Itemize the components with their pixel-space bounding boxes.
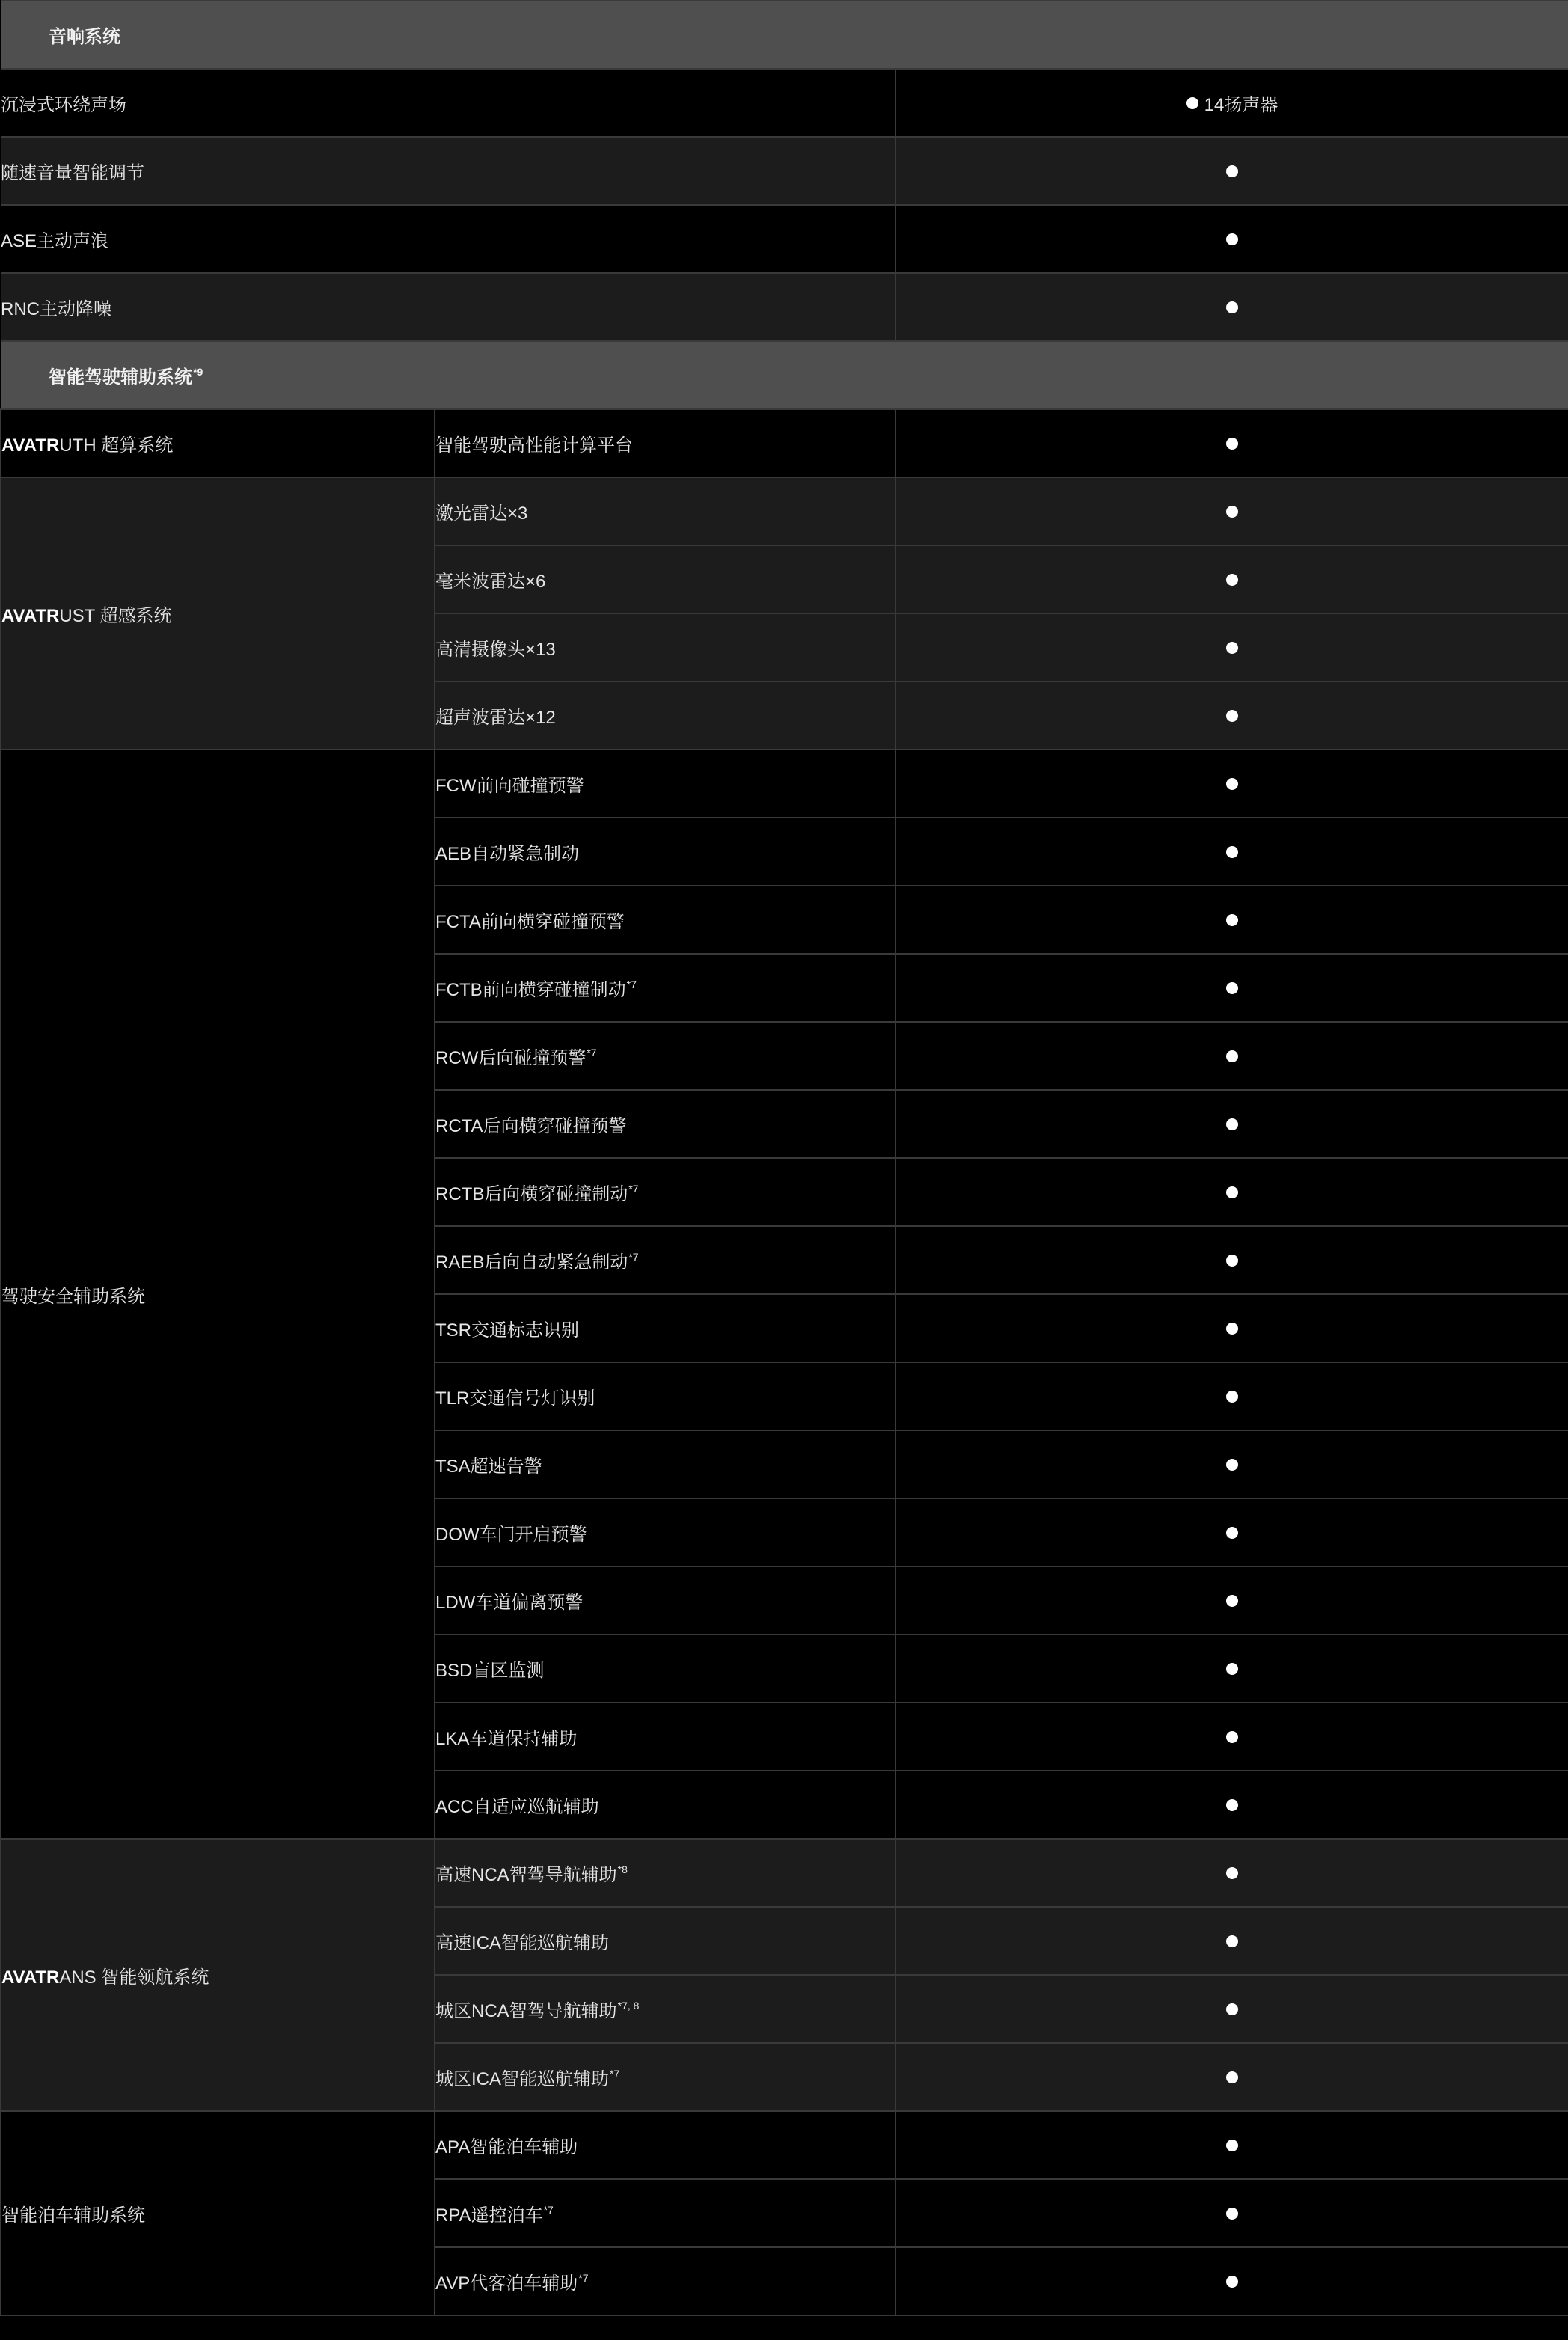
- group-name-text: UTH 超算系统: [59, 435, 174, 456]
- filled-dot-icon: [1226, 1867, 1238, 1879]
- filled-dot-icon: [1226, 982, 1238, 994]
- row-value: [895, 818, 1568, 886]
- filled-dot-icon: [1226, 914, 1238, 926]
- row-value: [895, 205, 1568, 273]
- brand-mark: AVATR: [1, 435, 60, 456]
- filled-dot-icon: [1226, 2140, 1238, 2151]
- item-label: LDW车道偏离预警: [435, 1566, 895, 1635]
- row-value: [895, 2111, 1568, 2179]
- item-label: 超声波雷达×12: [435, 682, 895, 750]
- table-row: [1, 750, 1568, 818]
- filled-dot-icon: [1226, 642, 1238, 654]
- item-label: 激光雷达×3: [435, 477, 895, 545]
- item-label: LKA车道保持辅助: [435, 1703, 895, 1771]
- row-value: [895, 2179, 1568, 2247]
- row-value: [895, 409, 1568, 477]
- footnote-mark: *8: [617, 1863, 628, 1875]
- item-label: TSA超速告警: [435, 1430, 895, 1498]
- filled-dot-icon: [1226, 1323, 1238, 1335]
- row-value: [895, 1907, 1568, 1975]
- item-label: APA智能泊车辅助: [435, 2111, 895, 2179]
- row-value: [895, 1430, 1568, 1498]
- item-label: TLR交通信号灯识别: [435, 1362, 895, 1430]
- table-row: [1, 409, 1568, 477]
- item-label: DOW车门开启预警: [435, 1498, 895, 1566]
- row-value: [895, 273, 1568, 341]
- row-value: [895, 1566, 1568, 1635]
- value-text: 14扬声器: [1204, 95, 1278, 115]
- row-value: [895, 2247, 1568, 2315]
- footnote-mark: *7, 8: [617, 2000, 640, 2012]
- item-label: [435, 2247, 895, 2315]
- filled-dot-icon: [1226, 1186, 1238, 1198]
- filled-dot-icon: [1226, 1459, 1238, 1471]
- row-value: [895, 1022, 1568, 1090]
- table-row: [1, 477, 1568, 545]
- filled-dot-icon: [1226, 1527, 1238, 1539]
- row-value: [895, 1090, 1568, 1158]
- row-value: [895, 137, 1568, 205]
- group-name: [1, 477, 435, 750]
- footnote-mark: *7: [578, 2272, 589, 2284]
- group-name: 驾驶安全辅助系统: [1, 750, 435, 1839]
- filled-dot-icon: [1226, 165, 1238, 177]
- item-label: RCTA后向横穿碰撞预警: [435, 1090, 895, 1158]
- item-label: TSR交通标志识别: [435, 1294, 895, 1362]
- filled-dot-icon: [1226, 438, 1238, 450]
- row-label: 随速音量智能调节: [1, 137, 895, 205]
- item-label-text: 高速NCA智驾导航辅助: [435, 1865, 617, 1885]
- item-label: [435, 1022, 895, 1090]
- table-row: [1, 205, 1568, 273]
- filled-dot-icon: [1226, 1731, 1238, 1743]
- row-value: [895, 477, 1568, 545]
- section-title-text: 智能驾驶辅助系统: [49, 367, 192, 388]
- row-value: [895, 1226, 1568, 1294]
- filled-dot-icon: [1226, 574, 1238, 586]
- filled-dot-icon: [1226, 710, 1238, 722]
- row-value: [895, 886, 1568, 954]
- item-label: [435, 1975, 895, 2043]
- section-header-adas: [1, 341, 1568, 409]
- row-value: [895, 2043, 1568, 2111]
- item-label: [435, 1158, 895, 1226]
- footnote-mark: *9: [193, 366, 203, 378]
- item-label-text: RPA遥控泊车: [435, 2205, 543, 2226]
- item-label-text: FCTB前向横穿碰撞制动: [435, 980, 626, 1000]
- brand-mark: AVATR: [1, 1967, 60, 1988]
- table-row: [1, 69, 1568, 137]
- footnote-mark: *7: [628, 1251, 639, 1263]
- item-label-text: 城区ICA智能巡航辅助: [435, 2069, 610, 2089]
- row-value: [895, 545, 1568, 613]
- row-value: [895, 954, 1568, 1022]
- row-value: [895, 1362, 1568, 1430]
- filled-dot-icon: [1226, 2003, 1238, 2015]
- filled-dot-icon: [1226, 846, 1238, 858]
- filled-dot-icon: [1226, 1663, 1238, 1675]
- filled-dot-icon: [1226, 1595, 1238, 1607]
- item-label: [435, 2179, 895, 2247]
- table-row: [1, 1839, 1568, 1907]
- brand-mark: AVATR: [1, 605, 60, 626]
- filled-dot-icon: [1226, 301, 1238, 313]
- row-value: [895, 1975, 1568, 2043]
- filled-dot-icon: [1186, 97, 1198, 109]
- item-label: FCTA前向横穿碰撞预警: [435, 886, 895, 954]
- table-row: [1, 2111, 1568, 2179]
- table-row: [1, 137, 1568, 205]
- section-title-audio: 音响系统: [1, 1, 1568, 69]
- group-name-text: ANS 智能领航系统: [59, 1967, 209, 1988]
- item-label: 高速ICA智能巡航辅助: [435, 1907, 895, 1975]
- section-title-adas: [1, 341, 1568, 409]
- footnote-mark: *7: [626, 978, 637, 990]
- row-value: [895, 1294, 1568, 1362]
- item-label-text: AVP代客泊车辅助: [435, 2273, 578, 2294]
- item-label: [435, 1226, 895, 1294]
- item-label: [435, 2043, 895, 2111]
- item-label: [435, 1839, 895, 1907]
- group-name-text: UST 超感系统: [59, 605, 172, 626]
- row-value: [895, 613, 1568, 682]
- item-label: FCW前向碰撞预警: [435, 750, 895, 818]
- filled-dot-icon: [1226, 2276, 1238, 2288]
- filled-dot-icon: [1226, 2208, 1238, 2220]
- item-label-text: RAEB后向自动紧急制动: [435, 1252, 628, 1272]
- row-value: [895, 1839, 1568, 1907]
- filled-dot-icon: [1226, 1255, 1238, 1267]
- footnote-mark: *7: [587, 1047, 597, 1059]
- item-label-text: 城区NCA智驾导航辅助: [435, 2001, 617, 2021]
- item-label-text: RCTB后向横穿碰撞制动: [435, 1184, 628, 1204]
- row-label: 沉浸式环绕声场: [1, 69, 895, 137]
- item-label: [435, 954, 895, 1022]
- item-label: 智能驾驶高性能计算平台: [435, 409, 895, 477]
- group-name: [1, 409, 435, 477]
- row-value: [895, 1635, 1568, 1703]
- filled-dot-icon: [1226, 778, 1238, 790]
- filled-dot-icon: [1226, 1118, 1238, 1130]
- row-value: [895, 1703, 1568, 1771]
- footnote-mark: *7: [628, 1183, 639, 1195]
- item-label: BSD盲区监测: [435, 1635, 895, 1703]
- footnote-mark: *7: [610, 2068, 620, 2080]
- item-label: 高清摄像头×13: [435, 613, 895, 682]
- filled-dot-icon: [1226, 2071, 1238, 2083]
- filled-dot-icon: [1226, 1935, 1238, 1947]
- item-label-text: RCW后向碰撞预警: [435, 1048, 587, 1068]
- group-name: [1, 1839, 435, 2111]
- filled-dot-icon: [1226, 233, 1238, 245]
- row-value: [895, 1771, 1568, 1839]
- row-value: [895, 682, 1568, 750]
- row-value: [895, 69, 1568, 137]
- item-label: ACC自适应巡航辅助: [435, 1771, 895, 1839]
- row-label: RNC主动降噪: [1, 273, 895, 341]
- filled-dot-icon: [1226, 1799, 1238, 1811]
- table-row: [1, 273, 1568, 341]
- item-label: 毫米波雷达×6: [435, 545, 895, 613]
- footnote-mark: *7: [543, 2204, 554, 2216]
- row-label: ASE主动声浪: [1, 205, 895, 273]
- filled-dot-icon: [1226, 506, 1238, 518]
- item-label: AEB自动紧急制动: [435, 818, 895, 886]
- filled-dot-icon: [1226, 1050, 1238, 1062]
- row-value: [895, 1158, 1568, 1226]
- group-name: 智能泊车辅助系统: [1, 2111, 435, 2315]
- row-value: [895, 1498, 1568, 1566]
- row-value: [895, 750, 1568, 818]
- filled-dot-icon: [1226, 1391, 1238, 1403]
- section-header-audio: [1, 1, 1568, 69]
